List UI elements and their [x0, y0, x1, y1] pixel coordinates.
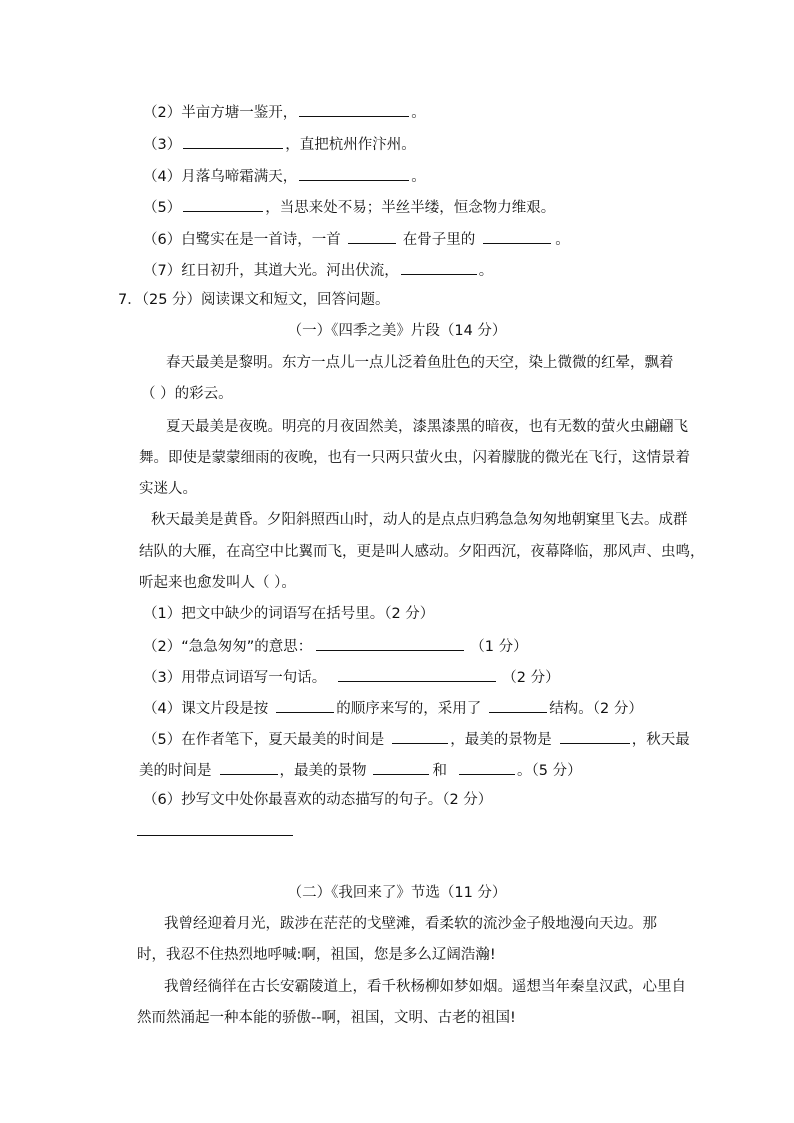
passage-line: 实迷人。	[139, 481, 197, 497]
answer-blank[interactable]	[483, 231, 551, 244]
answer-blank[interactable]	[183, 199, 263, 212]
poem-text: 白鹭实在是一首诗，一首	[181, 232, 341, 248]
question-7-header: 7．（25 分）阅读课文和短文，回答问题。	[118, 292, 390, 308]
answer-blank[interactable]	[183, 136, 283, 149]
passage-line: 舞。即使是蒙蒙细雨的夜晚，也有一只两只萤火虫，闪着朦胧的微光在飞行，这情景着	[139, 450, 690, 466]
answer-line[interactable]	[137, 835, 293, 836]
passage-line: 我曾经徜徉在古长安霸陵道上，看千秋杨柳如梦如烟。遥想当年秦皇汉武，心里自	[164, 979, 686, 995]
poem-line-6	[143, 231, 570, 248]
poem-text: 红日初升，其道大光。河出伏流，	[181, 263, 399, 279]
item-number: （7）	[143, 263, 182, 279]
passage-line: 夏天最美是夜晚。明亮的月夜固然美，漆黑漆黑的暗夜，也有无数的萤火虫翩翩飞	[166, 419, 688, 435]
poem-line-7	[143, 262, 493, 279]
score: （1 分）	[470, 639, 528, 655]
poem-text: ，直把杭州作汴州。	[285, 137, 416, 153]
sub-question-6: （6）抄写文中处你最喜欢的动态描写的句子。（2 分）	[143, 792, 493, 808]
answer-blank[interactable]	[348, 231, 396, 244]
sub-question-4	[143, 700, 643, 717]
item-number: （6）	[143, 232, 182, 248]
item-number: （4）	[143, 169, 182, 185]
punct: 。	[478, 263, 494, 279]
answer-blank[interactable]	[373, 762, 429, 775]
question-text: ，秋天最	[631, 732, 690, 748]
question-text: （3）用带点词语写一句话。	[143, 670, 327, 686]
section-title-1: （一）《四季之美》片段（14 分）	[287, 323, 507, 339]
answer-blank[interactable]	[392, 731, 448, 744]
question-text: ，最美的景物	[279, 763, 367, 779]
answer-blank[interactable]	[401, 262, 477, 275]
answer-blank[interactable]	[220, 762, 278, 775]
item-number: （2）	[143, 105, 182, 121]
answer-blank[interactable]	[459, 762, 515, 775]
answer-blank[interactable]	[299, 168, 409, 181]
sub-question-5-cont	[139, 762, 582, 779]
question-text: ，最美的景物是	[450, 732, 552, 748]
sub-question-3	[143, 669, 560, 686]
poem-text: ，当思来处不易；半丝半缕，恒念物力维艰。	[265, 200, 556, 216]
passage-line: 结队的大雁，在高空中比翼而飞，更是叫人感动。夕阳西沉，夜幕降临，那风声、虫鸣，	[139, 544, 705, 560]
poem-line-5	[143, 199, 555, 216]
question-text: （4）课文片段是按	[143, 701, 269, 717]
answer-blank[interactable]	[276, 700, 334, 713]
poem-line-3	[143, 136, 416, 153]
poem-text: 在骨子里的	[402, 232, 476, 248]
answer-blank[interactable]	[299, 104, 409, 117]
poem-text: 半亩方塘一鉴开，	[181, 105, 298, 121]
answer-blank[interactable]	[560, 731, 630, 744]
section-title-2: （二）《我回来了》节选（11 分）	[287, 885, 507, 901]
question-text: 和	[432, 763, 447, 779]
poem-line-4	[143, 168, 426, 185]
passage-line: 听起来也愈发叫人（ ）。	[139, 575, 296, 591]
poem-text: 月落乌啼霜满天，	[181, 169, 298, 185]
passage-line: 春天最美是黎明。东方一点儿一点儿泛着鱼肚色的天空，染上微微的红晕，飘着	[166, 355, 674, 371]
question-text: 。（5 分）	[517, 763, 582, 779]
sub-question-1: （1）把文中缺少的词语写在括号里。（2 分）	[143, 606, 435, 622]
item-number: （5）	[143, 200, 182, 216]
answer-blank[interactable]	[338, 669, 496, 682]
punct: 。	[411, 169, 426, 185]
answer-blank[interactable]	[316, 638, 464, 651]
passage-line: 然而然涌起一种本能的骄傲--啊，祖国，文明、古老的祖国!	[137, 1010, 516, 1026]
item-number: （3）	[143, 137, 182, 153]
score: （2 分）	[502, 670, 560, 686]
punct: 。	[411, 105, 426, 121]
question-text: （2）“急急匆匆”的意思：	[143, 639, 313, 655]
punct: 。	[555, 232, 570, 248]
question-text: （5）在作者笔下，夏天最美的时间是	[143, 732, 385, 748]
passage-line: 秋天最美是黄昏。夕阳斜照西山时，动人的是点点归鸦急急匆匆地朝窠里飞去。成群	[151, 512, 688, 528]
sub-question-5	[143, 731, 690, 748]
passage-line: （ ）的彩云。	[141, 386, 233, 402]
question-text: 结构。（2 分）	[549, 701, 643, 717]
passage-line: 时，我忍不住热烈地呼喊:啊，祖国，您是多么辽阔浩瀚!	[137, 947, 496, 963]
question-text: 美的时间是	[139, 763, 212, 779]
question-text: 的顺序来写的，采用了	[336, 701, 482, 717]
sub-question-2	[143, 638, 528, 655]
passage-line: 我曾经迎着月光，跋涉在茫茫的戈壁滩，看柔软的流沙金子般地漫向天边。那	[164, 916, 657, 932]
answer-blank[interactable]	[489, 700, 547, 713]
poem-line-2	[143, 104, 426, 121]
